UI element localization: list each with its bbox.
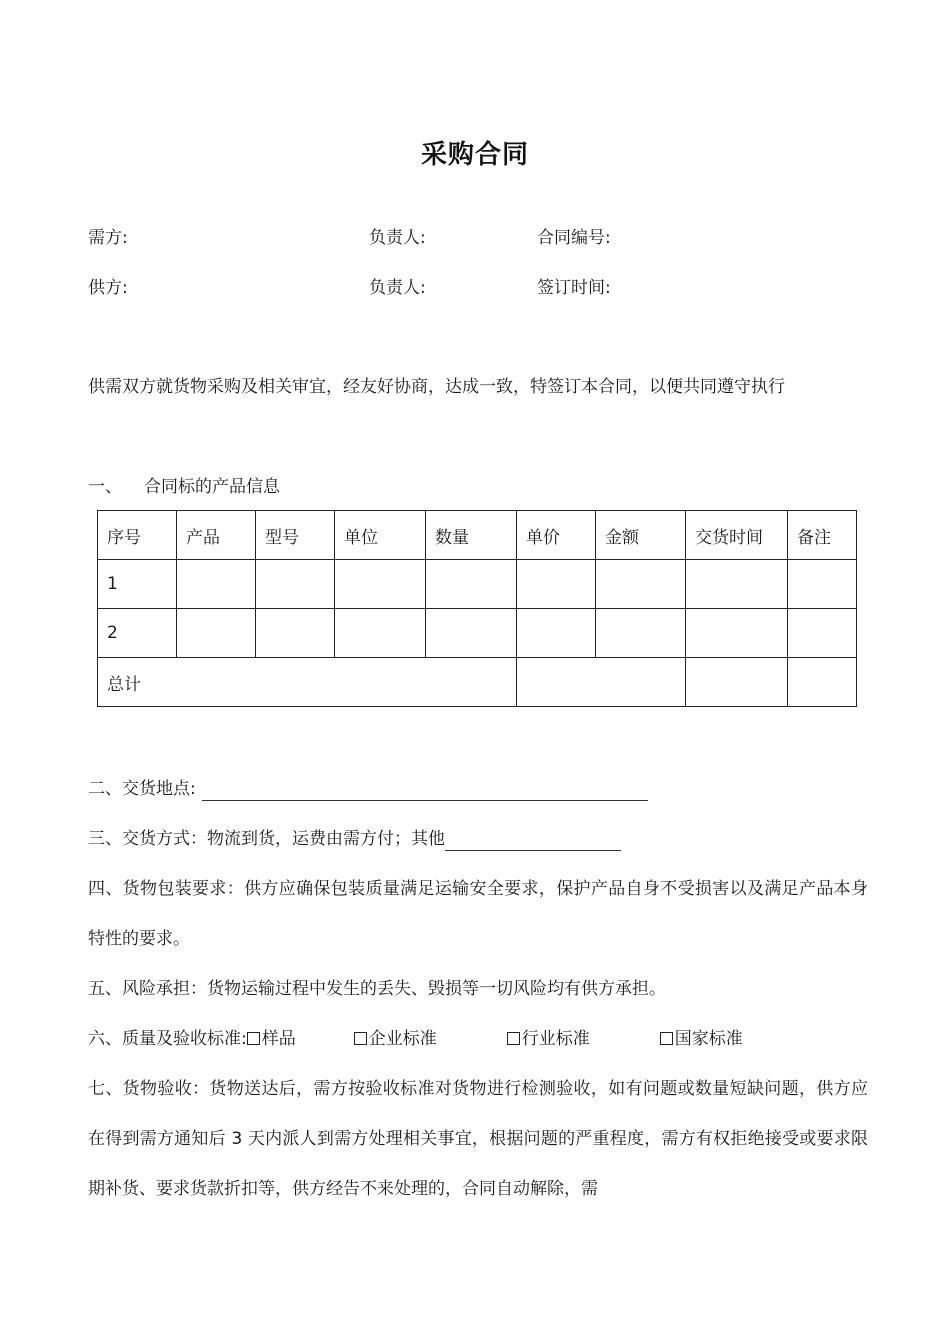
contract-title: 采购合同 <box>420 140 529 170</box>
table-cell <box>517 560 596 609</box>
delivery-location-blank <box>202 780 648 801</box>
table-cell: 2 <box>98 609 177 658</box>
table-header-cell: 数量 <box>426 511 517 560</box>
delivery-location-label: 二、交货地点: <box>88 779 196 799</box>
checkbox-icon <box>507 1032 520 1045</box>
section-2 <box>88 777 648 801</box>
table-header-row <box>98 511 857 560</box>
delivery-method-blank <box>445 830 621 851</box>
table-total-row <box>98 658 857 707</box>
section-6 <box>88 1027 743 1051</box>
contract-number-label: 合同编号: <box>537 228 611 248</box>
table-header-cell: 序号 <box>98 511 177 560</box>
option-industry-standard <box>507 1027 660 1051</box>
section-5: 五、风险承担：货物运输过程中发生的丢失、毁损等一切风险均有供方承担。 <box>88 979 666 999</box>
table-cell <box>517 609 596 658</box>
table-cell <box>256 609 335 658</box>
table-cell <box>426 560 517 609</box>
quality-standard-label: 六、质量及验收标准: <box>88 1029 247 1049</box>
option-national-standard <box>660 1027 743 1051</box>
table-header-cell: 型号 <box>256 511 335 560</box>
buyer-contact-label: 负责人: <box>369 228 426 248</box>
table-row <box>98 609 857 658</box>
table-cell <box>596 609 686 658</box>
supplier-contact-label: 负责人: <box>369 278 426 298</box>
table-cell <box>596 560 686 609</box>
sign-date-label: 签订时间: <box>537 278 611 298</box>
supplier-label: 供方: <box>88 278 128 298</box>
total-amount-cell <box>517 658 686 707</box>
table-cell <box>788 609 857 658</box>
total-remark-cell <box>788 658 857 707</box>
table-row <box>98 560 857 609</box>
delivery-method-text: 三、交货方式：物流到货，运费由需方付；其他 <box>88 829 445 849</box>
option-label: 国家标准 <box>674 1029 743 1049</box>
option-label: 样品 <box>261 1029 296 1049</box>
table-cell <box>335 609 426 658</box>
section-1-title: 合同标的产品信息 <box>144 477 280 497</box>
table-header-cell: 单价 <box>517 511 596 560</box>
table-header-cell: 备注 <box>788 511 857 560</box>
option-sample <box>247 1027 354 1051</box>
option-enterprise-standard <box>354 1027 507 1051</box>
table-cell: 1 <box>98 560 177 609</box>
section-4: 四、货物包装要求：供方应确保包装质量满足运输安全要求，保护产品自身不受损害以及满足产品本身特性的要求。 <box>88 879 868 949</box>
section-7: 七、货物验收：货物送达后，需方按验收标准对货物进行检测验收，如有问题或数量短缺问题，供方应在得到需方通知后 3 天内派人到需方处理相关事宜，根据问题的严重程度，需方有权拒绝接受或要求限期补货、要求货款折扣等，供方经告不来处理的，合同自动解除，需 <box>88 1079 868 1199</box>
checkbox-icon <box>660 1032 673 1045</box>
table-header-cell: 交货时间 <box>686 511 788 560</box>
total-delivery-cell <box>686 658 788 707</box>
checkbox-icon <box>354 1032 367 1045</box>
table-cell <box>177 560 256 609</box>
table-cell <box>686 609 788 658</box>
table-header-cell: 单位 <box>335 511 426 560</box>
table-header-cell: 金额 <box>596 511 686 560</box>
section-1-heading <box>88 475 280 499</box>
intro-paragraph: 供需双方就货物采购及相关审宜，经友好协商，达成一致，特签订本合同，以便共同遵守执行 <box>88 377 785 397</box>
section-1-number: 一、 <box>88 477 122 497</box>
table-cell <box>177 609 256 658</box>
buyer-label: 需方: <box>88 228 128 248</box>
table-cell <box>256 560 335 609</box>
checkbox-icon <box>247 1032 260 1045</box>
section-3 <box>88 827 621 851</box>
table-header-cell: 产品 <box>177 511 256 560</box>
table-cell <box>335 560 426 609</box>
product-table <box>97 510 857 707</box>
table-cell <box>686 560 788 609</box>
total-label-cell: 总计 <box>98 658 517 707</box>
option-label: 企业标准 <box>368 1029 437 1049</box>
option-label: 行业标准 <box>521 1029 590 1049</box>
table-cell <box>788 560 857 609</box>
table-cell <box>426 609 517 658</box>
